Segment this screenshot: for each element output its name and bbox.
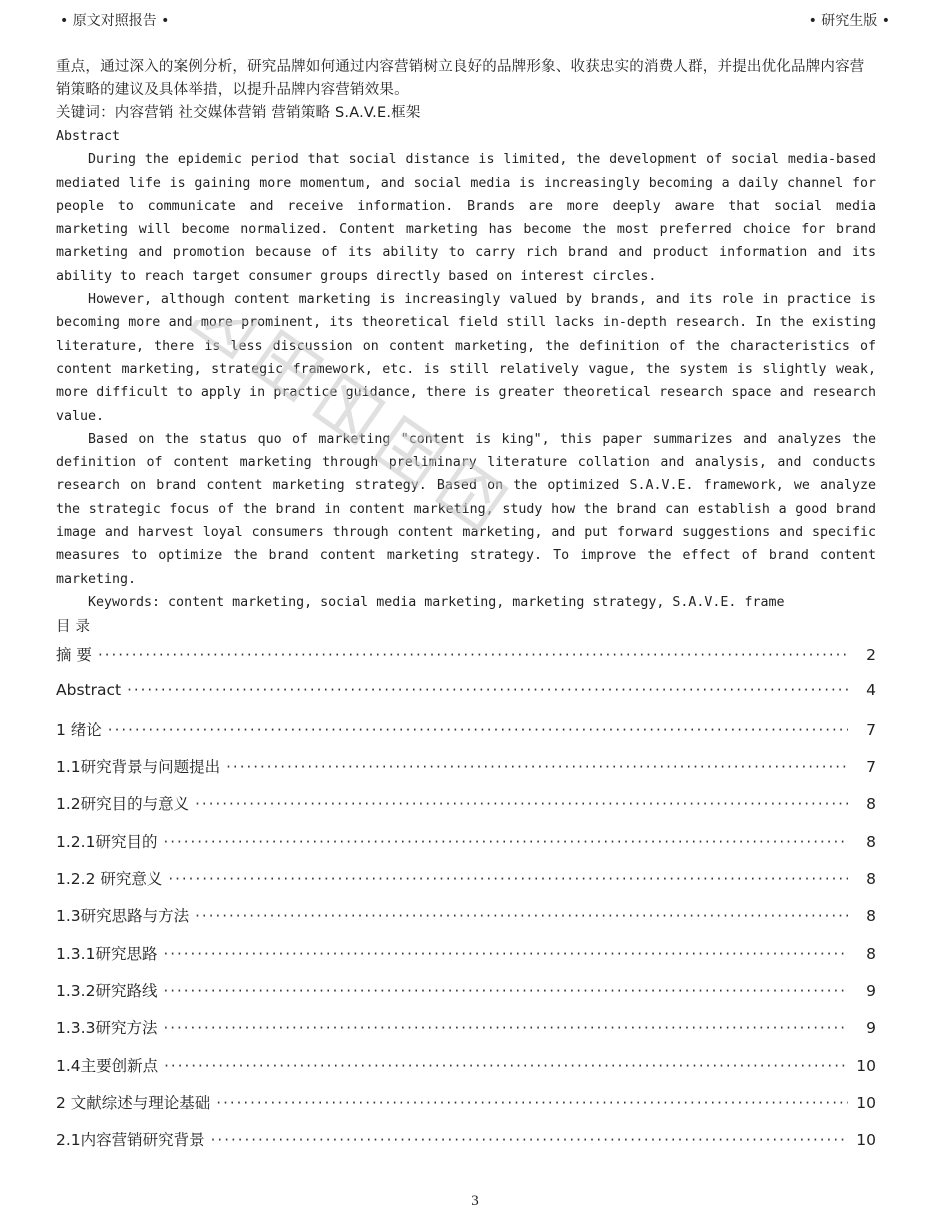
- toc-item-label: 1.2.2 研究意义: [56, 870, 163, 889]
- toc-item[interactable]: [56, 942, 876, 979]
- report-header-right: • 研究生版 •: [808, 13, 890, 29]
- toc-leader-dots: [226, 758, 848, 776]
- toc-leader-dots: [127, 681, 848, 699]
- toc-item-page: 10: [856, 1131, 876, 1150]
- toc-item[interactable]: [56, 718, 876, 755]
- toc-leader-dots: [163, 1019, 848, 1037]
- toc-item-page: 10: [856, 1056, 876, 1075]
- toc-leader-dots: [164, 1057, 848, 1075]
- abstract-keywords: Keywords: content marketing, social media marketing, marketing strategy, S.A.V.E. frame: [88, 594, 785, 610]
- toc-leader-dots: [211, 1131, 848, 1149]
- toc-item-label: 1.3.3研究方法: [56, 1019, 158, 1038]
- toc-item-label: Abstract: [56, 680, 122, 699]
- abstract-paragraph: However, although content marketing is increasingly valued by brands, and its role in practice is becoming more and more prominent, its theoretical field still lacks in-depth research. In the existing literature, there is less discussion on content marketing, the definition of the characteristics of content marketing, strategic framework, etc. is still relatively vague, the system is slightly weak, more difficult to apply in practice guidance, there is greater theoretical research space and research value.: [56, 292, 876, 424]
- toc-item-page: 7: [866, 720, 876, 739]
- toc-item-label: 1.3研究思路与方法: [56, 907, 190, 926]
- toc-leader-dots: [163, 982, 848, 1000]
- toc-item-label: 1.1研究背景与问题提出: [56, 758, 221, 777]
- toc-leader-dots: [98, 646, 848, 664]
- toc-item-label: 1.4主要创新点: [56, 1056, 159, 1075]
- toc-item-page: 9: [866, 1019, 876, 1038]
- toc-item-label: 1.2研究目的与意义: [56, 795, 190, 814]
- toc-item-label: 2.1内容营销研究背景: [56, 1131, 205, 1150]
- keywords-cn: 关键词：内容营销 社交媒体营销 营销策略 S.A.V.E.框架: [56, 105, 421, 121]
- abstract-heading: Abstract: [56, 129, 121, 144]
- toc-item-label: 1.2.1研究目的: [56, 832, 158, 851]
- toc-leader-dots: [163, 833, 848, 851]
- toc-item-page: 8: [866, 870, 876, 889]
- intro-paragraph-end: 重点，通过深入的案例分析，研究品牌如何通过内容营销树立良好的品牌形象、收获忠实的消费人群，并提出优化品牌内容营销策略的建议及具体举措，以提升品牌内容营销效果。: [56, 59, 865, 98]
- toc-leader-dots: [163, 945, 848, 963]
- toc-item[interactable]: [56, 755, 876, 792]
- toc-item-page: 8: [866, 832, 876, 851]
- toc-item[interactable]: [56, 792, 876, 829]
- toc-leader-dots: [216, 1094, 848, 1112]
- abstract-paragraph: Based on the status quo of marketing "content is king", this paper summarizes and analyzes the definition of content marketing through preliminary literature collation and analysis, and conducts research on brand content marketing strategy. Based on the optimized S.A.V.E. framework, we analyze the strategic focus of the brand in content marketing, study how the brand can establish a good brand image and harvest loyal consumers through content marketing, and put forward suggestions and specific measures to optimize the brand content marketing strategy. To improve the effect of brand content marketing.: [56, 431, 876, 587]
- toc-item[interactable]: [56, 904, 876, 941]
- toc-item[interactable]: [56, 979, 876, 1016]
- toc-item-page: 8: [866, 944, 876, 963]
- toc-item-label: 1 绪论: [56, 720, 102, 739]
- toc-item[interactable]: [56, 643, 876, 680]
- toc-item-page: 4: [866, 680, 876, 699]
- toc-item-label: 1.3.1研究思路: [56, 944, 158, 963]
- toc-item-label: 2 文献综述与理论基础: [56, 1093, 211, 1112]
- table-of-contents: [56, 643, 876, 1165]
- toc-item-page: 2: [866, 646, 876, 665]
- toc-item[interactable]: [56, 1091, 876, 1128]
- report-header-left: • 原文对照报告 •: [60, 13, 170, 29]
- toc-item-page: 9: [866, 981, 876, 1000]
- toc-item[interactable]: [56, 1128, 876, 1165]
- document-body: [56, 56, 876, 1165]
- toc-item-page: 8: [866, 907, 876, 926]
- toc-item-label: 摘 要: [56, 646, 92, 665]
- toc-item-page: 10: [856, 1093, 876, 1112]
- toc-title: 目 录: [56, 619, 91, 636]
- toc-item-page: 8: [866, 795, 876, 814]
- toc-leader-dots: [195, 907, 848, 925]
- toc-leader-dots: [195, 795, 848, 813]
- toc-item[interactable]: [56, 830, 876, 867]
- page-number: 3: [471, 1193, 479, 1209]
- toc-item[interactable]: [56, 1054, 876, 1091]
- toc-item-page: 7: [866, 758, 876, 777]
- toc-item[interactable]: [56, 867, 876, 904]
- toc-item[interactable]: [56, 681, 876, 718]
- abstract-paragraph: During the epidemic period that social distance is limited, the development of social media-based mediated life is gaining more momentum, and social media is increasingly becoming a daily channel for people to communicate and receive information. Brands are more deeply aware that social media marketing will become normalized. Content marketing has become the most preferred choice for brand marketing and promotion because of its ability to carry rich brand and product information and its ability to reach target consumer groups directly based on interest circles.: [56, 152, 876, 284]
- toc-leader-dots: [168, 870, 848, 888]
- toc-item-label: 1.3.2研究路线: [56, 981, 158, 1000]
- toc-item[interactable]: [56, 1016, 876, 1053]
- toc-leader-dots: [108, 721, 848, 739]
